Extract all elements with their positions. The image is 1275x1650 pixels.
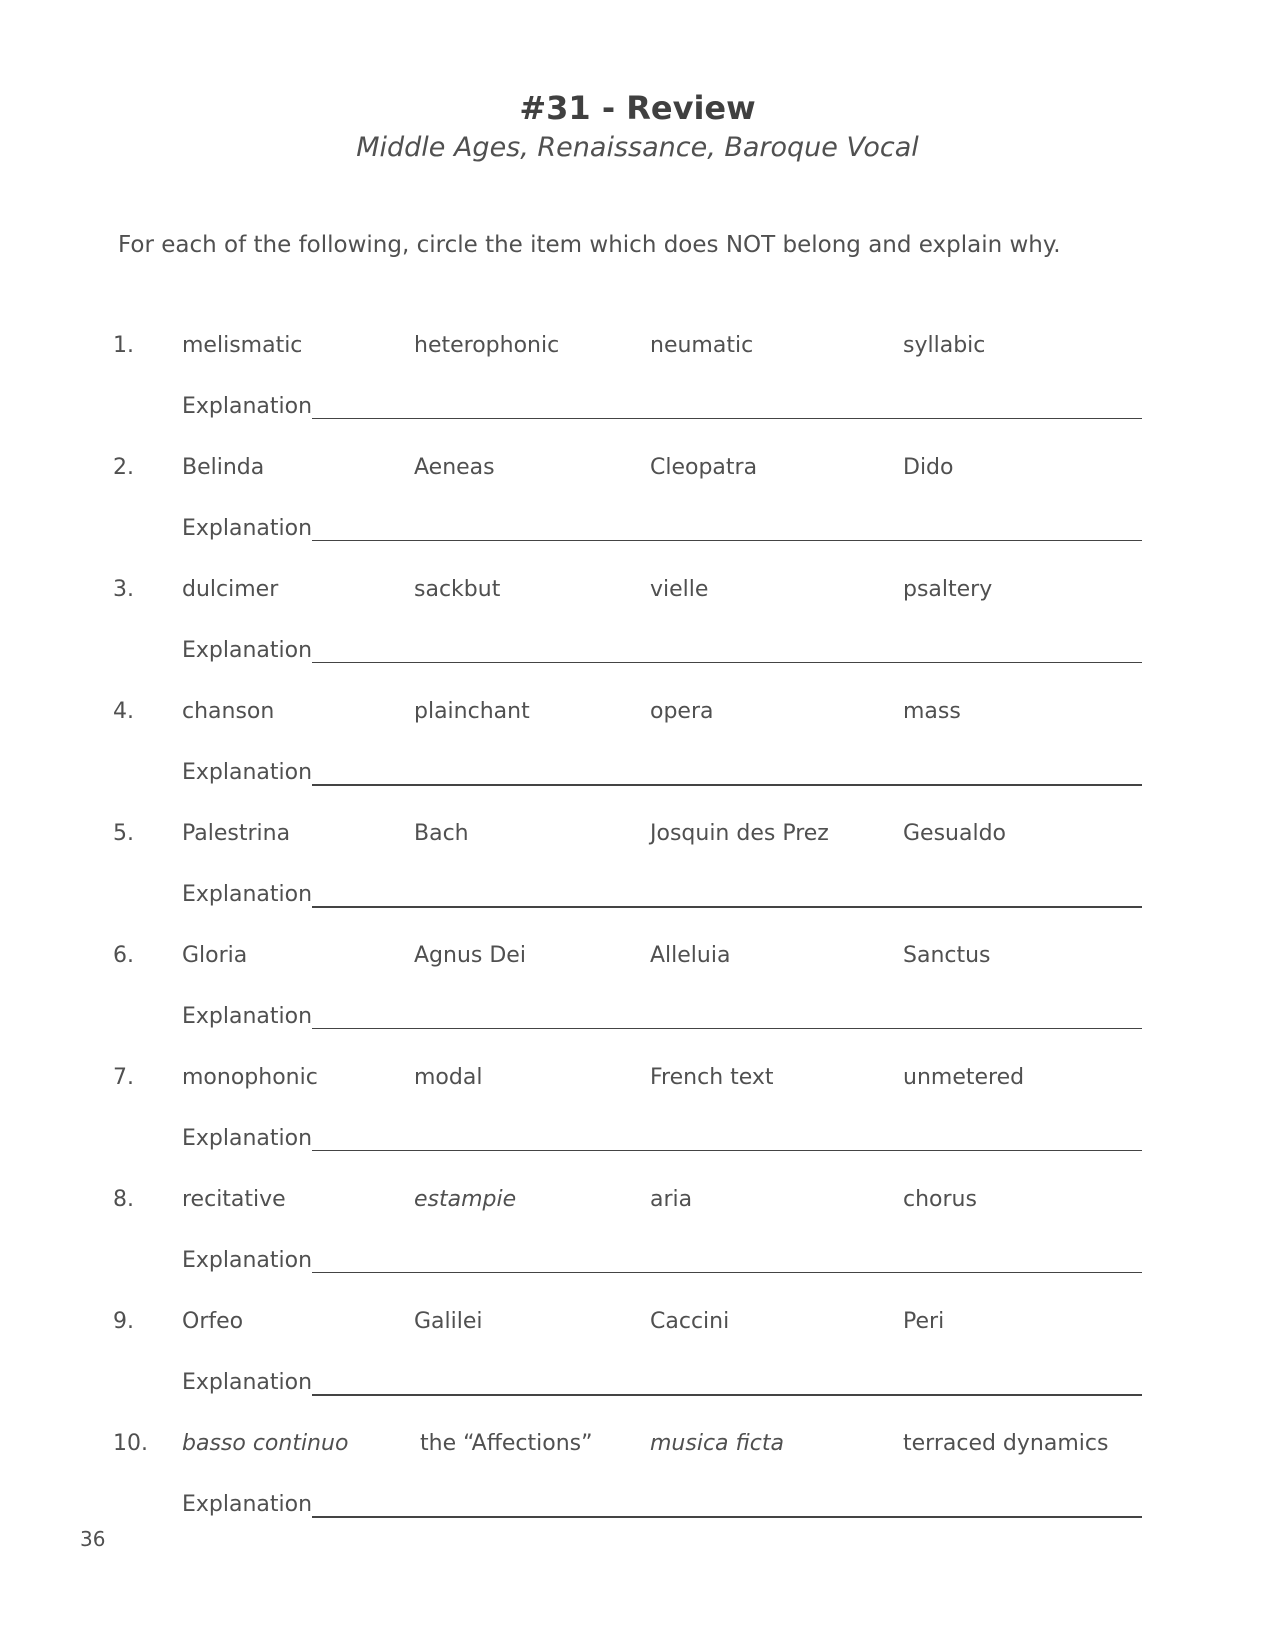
- option-b[interactable]: the “Affections”: [420, 1431, 593, 1456]
- explanation-label: Explanation: [182, 638, 313, 663]
- option-d[interactable]: psaltery: [903, 577, 993, 602]
- option-a[interactable]: Palestrina: [182, 821, 291, 846]
- option-d[interactable]: Sanctus: [903, 943, 991, 968]
- option-c[interactable]: Alleluia: [650, 943, 731, 968]
- page-subtitle: Middle Ages, Renaissance, Baroque Vocal: [356, 132, 919, 163]
- question-number: 3.: [113, 577, 134, 602]
- explanation-row: [182, 1003, 1142, 1031]
- option-c[interactable]: Caccini: [650, 1309, 730, 1334]
- explanation-row: [182, 1491, 1142, 1519]
- page-title: #31 - Review: [519, 89, 756, 127]
- explanation-answer-line[interactable]: [312, 1150, 1142, 1151]
- explanation-answer-line[interactable]: [312, 1028, 1142, 1029]
- question-1: [0, 332, 1275, 452]
- option-c[interactable]: French text: [650, 1065, 774, 1090]
- question-number: 10.: [113, 1431, 148, 1456]
- explanation-label: Explanation: [182, 1248, 313, 1273]
- explanation-row: [182, 1125, 1142, 1153]
- explanation-label: Explanation: [182, 394, 313, 419]
- option-d[interactable]: chorus: [903, 1187, 977, 1212]
- option-d[interactable]: mass: [903, 699, 961, 724]
- explanation-row: [182, 1369, 1142, 1397]
- question-number: 5.: [113, 821, 134, 846]
- question-8: [0, 1186, 1275, 1306]
- option-c[interactable]: opera: [650, 699, 714, 724]
- option-a[interactable]: Gloria: [182, 943, 248, 968]
- option-c[interactable]: vielle: [650, 577, 709, 602]
- option-d[interactable]: terraced dynamics: [903, 1431, 1109, 1456]
- question-10: [0, 1430, 1275, 1550]
- question-number: 1.: [113, 333, 134, 358]
- page-number: 36: [80, 1527, 106, 1551]
- question-number: 7.: [113, 1065, 134, 1090]
- question-number: 8.: [113, 1187, 134, 1212]
- option-c[interactable]: musica ficta: [650, 1431, 784, 1456]
- option-a[interactable]: monophonic: [182, 1065, 318, 1090]
- question-number: 9.: [113, 1309, 134, 1334]
- option-a[interactable]: basso continuo: [182, 1431, 349, 1456]
- explanation-answer-line[interactable]: [312, 540, 1142, 541]
- explanation-label: Explanation: [182, 882, 313, 907]
- option-d[interactable]: Peri: [903, 1309, 945, 1334]
- option-b[interactable]: estampie: [414, 1187, 517, 1212]
- option-c[interactable]: aria: [650, 1187, 693, 1212]
- question-number: 6.: [113, 943, 134, 968]
- question-4: [0, 698, 1275, 818]
- option-d[interactable]: Gesualdo: [903, 821, 1007, 846]
- explanation-label: Explanation: [182, 516, 313, 541]
- explanation-label: Explanation: [182, 1370, 313, 1395]
- explanation-answer-line[interactable]: [312, 784, 1142, 786]
- explanation-label: Explanation: [182, 1492, 313, 1517]
- option-d[interactable]: unmetered: [903, 1065, 1025, 1090]
- option-b[interactable]: Agnus Dei: [414, 943, 526, 968]
- explanation-row: [182, 515, 1142, 543]
- explanation-label: Explanation: [182, 760, 313, 785]
- instructions: For each of the following, circle the item which does NOT belong and explain why.: [118, 232, 1061, 258]
- option-b[interactable]: modal: [414, 1065, 483, 1090]
- explanation-row: [182, 881, 1142, 909]
- explanation-row: [182, 637, 1142, 665]
- question-7: [0, 1064, 1275, 1184]
- option-b[interactable]: plainchant: [414, 699, 530, 724]
- question-5: [0, 820, 1275, 940]
- question-number: 2.: [113, 455, 134, 480]
- option-b[interactable]: Bach: [414, 821, 469, 846]
- question-6: [0, 942, 1275, 1062]
- option-b[interactable]: sackbut: [414, 577, 501, 602]
- option-a[interactable]: recitative: [182, 1187, 286, 1212]
- option-a[interactable]: chanson: [182, 699, 275, 724]
- option-c[interactable]: neumatic: [650, 333, 754, 358]
- question-9: [0, 1308, 1275, 1428]
- explanation-row: [182, 759, 1142, 787]
- option-a[interactable]: Belinda: [182, 455, 265, 480]
- explanation-answer-line[interactable]: [312, 1272, 1142, 1273]
- option-a[interactable]: melismatic: [182, 333, 303, 358]
- option-d[interactable]: syllabic: [903, 333, 986, 358]
- option-d[interactable]: Dido: [903, 455, 954, 480]
- explanation-row: [182, 1247, 1142, 1275]
- explanation-answer-line[interactable]: [312, 1516, 1142, 1518]
- option-c[interactable]: Cleopatra: [650, 455, 758, 480]
- explanation-answer-line[interactable]: [312, 418, 1142, 419]
- option-b[interactable]: Galilei: [414, 1309, 483, 1334]
- explanation-answer-line[interactable]: [312, 906, 1142, 908]
- explanation-answer-line[interactable]: [312, 1394, 1142, 1396]
- explanation-row: [182, 393, 1142, 421]
- explanation-label: Explanation: [182, 1126, 313, 1151]
- explanation-answer-line[interactable]: [312, 662, 1142, 663]
- question-3: [0, 576, 1275, 696]
- question-number: 4.: [113, 699, 134, 724]
- explanation-label: Explanation: [182, 1004, 313, 1029]
- option-b[interactable]: Aeneas: [414, 455, 495, 480]
- option-a[interactable]: Orfeo: [182, 1309, 244, 1334]
- option-b[interactable]: heterophonic: [414, 333, 560, 358]
- option-a[interactable]: dulcimer: [182, 577, 279, 602]
- option-c[interactable]: Josquin des Prez: [650, 821, 829, 846]
- question-2: [0, 454, 1275, 574]
